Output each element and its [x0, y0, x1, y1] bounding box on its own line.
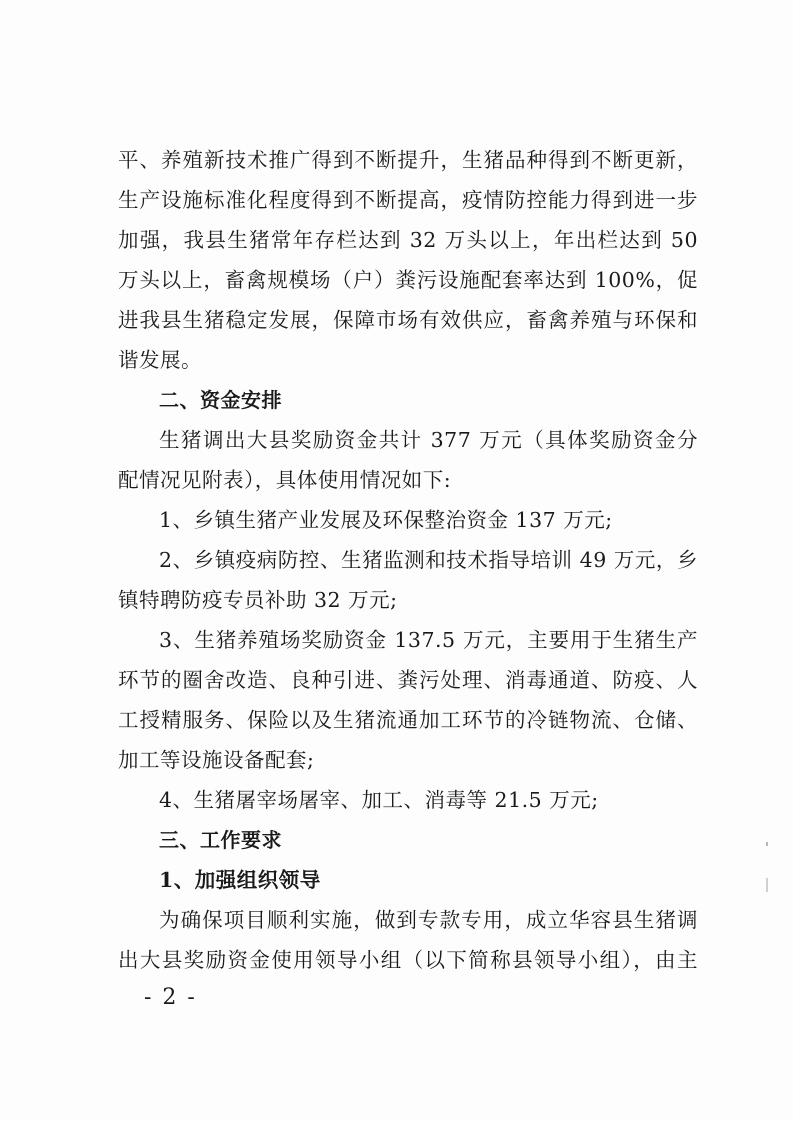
- list-item-3-line: 环节的圈舍改造、良种引进、粪污处理、消毒通道、防疫、人: [118, 668, 698, 692]
- list-item-3-line: 3、生猪养殖场奖励资金 137.5 万元，主要用于生猪生产: [159, 628, 698, 652]
- paragraph-line: 为确保项目顺利实施，做到专款专用，成立华容县生猪调: [159, 908, 698, 932]
- paragraph-line: 加强，我县生猪常年存栏达到 32 万头以上，年出栏达到 50: [118, 228, 698, 252]
- list-item-4: 4、生猪屠宰场屠宰、加工、消毒等 21.5 万元;: [159, 788, 599, 812]
- paragraph-line: 出大县奖励资金使用领导小组（以下简称县领导小组），由主: [118, 948, 698, 972]
- paragraph-line: 万头以上，畜禽规模场（户）粪污设施配套率达到 100%，促: [118, 268, 698, 292]
- section-heading-funding: 二、资金安排: [159, 388, 282, 412]
- paragraph-line: 谐发展。: [118, 348, 202, 372]
- list-item-1: 1、乡镇生猪产业发展及环保整治资金 137 万元;: [159, 508, 613, 532]
- page-number: - 2 -: [144, 985, 197, 1010]
- list-item-2-line: 2、乡镇疫病防控、生猪监测和技术指导培训 49 万元，乡: [159, 548, 698, 572]
- paragraph-line: 平、养殖新技术推广得到不断提升，生猪品种得到不断更新，: [118, 148, 698, 172]
- paragraph-line: 生产设施标准化程度得到不断提高，疫情防控能力得到进一步: [118, 188, 698, 212]
- scan-artifact: [766, 878, 768, 892]
- list-item-2-line: 镇特聘防疫专员补助 32 万元;: [118, 588, 398, 612]
- paragraph-line: 配情况见附表），具体使用情况如下:: [118, 468, 452, 492]
- list-item-3-line: 加工等设施设备配套;: [118, 748, 315, 772]
- list-item-3-line: 工授精服务、保险以及生猪流通加工环节的冷链物流、仓储、: [118, 708, 698, 732]
- document-body: [118, 140, 698, 980]
- scan-artifact: [766, 842, 768, 846]
- paragraph-line: 生猪调出大县奖励资金共计 377 万元（具体奖励资金分: [159, 428, 698, 452]
- paragraph-line: 进我县生猪稳定发展，保障市场有效供应，畜禽养殖与环保和: [118, 308, 698, 332]
- subsection-heading: 1、加强组织领导: [159, 868, 321, 892]
- section-heading-requirements: 三、工作要求: [159, 828, 282, 852]
